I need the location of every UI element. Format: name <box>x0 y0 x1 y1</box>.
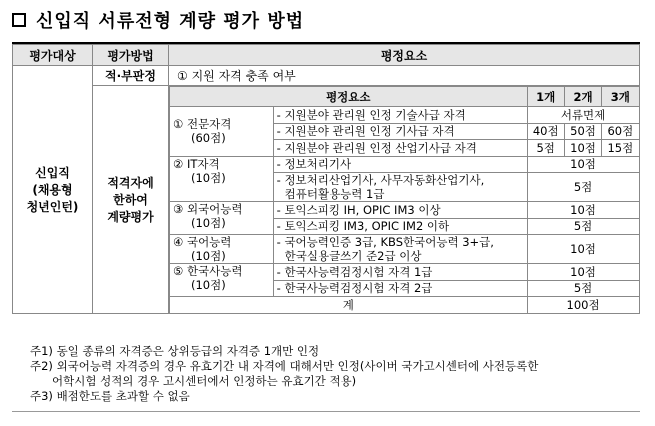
suitability-label: 적·부판정 <box>93 66 169 86</box>
category-points: (10점) <box>191 170 226 185</box>
item-text-multi <box>273 235 527 264</box>
category-name: ① 전문자격 <box>173 117 232 132</box>
category-name: ⑤ 한국사능력 <box>173 264 243 278</box>
header-target: 평가대상 <box>13 45 93 66</box>
item-score-3: 15점 <box>602 140 639 157</box>
target-line3: 청년인턴) <box>26 200 79 214</box>
header-elements: 평정요소 <box>169 45 640 66</box>
note-1: 주1) 동일 종류의 자격증은 상위등급의 자격증 1개만 인정 <box>30 344 320 358</box>
item-text: - 지원분야 관리원 인정 기사급 자격 <box>273 123 527 140</box>
item-score-1: 40점 <box>527 123 564 140</box>
category-points: (10점) <box>191 249 226 263</box>
header-method: 평가방법 <box>93 45 169 66</box>
page-title-text: 신입직 서류전형 계량 평가 방법 <box>36 11 305 32</box>
inner-header-c3: 3개 <box>602 87 639 107</box>
item-score-merged: 5점 <box>527 218 639 235</box>
inner-header-c2: 2개 <box>564 87 601 107</box>
category-name: ④ 국어능력 <box>173 235 232 249</box>
note-3: 주3) 배점한도를 초과할 수 없음 <box>30 389 190 403</box>
category-professional <box>170 107 274 157</box>
note-2-continued: 어학시험 성적의 경우 고시센터에서 인정하는 유효기간 적용) <box>52 374 357 388</box>
page-title <box>12 6 304 34</box>
quant-cell <box>93 86 169 314</box>
item-text-line2: 컴퓨터활용능력 1급 <box>284 187 385 201</box>
inner-header-c1: 1개 <box>527 87 564 107</box>
scoring-table <box>169 86 640 314</box>
item-text: - 지원분야 관리원 인정 산업기사급 자격 <box>273 140 527 157</box>
item-score-merged: 10점 <box>527 202 639 219</box>
item-text: - 한국사능력검정시험 자격 2급 <box>273 280 527 297</box>
item-text: - 토익스피킹 IH, OPIC IM3 이상 <box>273 202 527 219</box>
category-korean <box>170 235 274 264</box>
category-it <box>170 156 274 202</box>
suitability-text: ① 지원 자격 충족 여부 <box>169 66 640 86</box>
category-name: ③ 외국어능력 <box>173 202 243 216</box>
inner-header-element: 평정요소 <box>170 87 528 107</box>
note-2: 주2) 외국어능력 자격증의 경우 유효기간 내 자격에 대해서만 인정(사이버 국가고시센터에 사전등록한 <box>30 359 539 373</box>
quant-line3: 계량평가 <box>107 210 154 224</box>
item-score-merged: 5점 <box>527 280 639 297</box>
quant-line1: 적격자에 <box>107 176 154 190</box>
category-language <box>170 202 274 235</box>
item-score-merged: 10점 <box>527 264 639 281</box>
category-points: (10점) <box>191 216 226 230</box>
item-score-merged: 5점 <box>527 173 639 202</box>
category-points: (60점) <box>191 131 226 146</box>
item-text-line2: 한국실용글쓰기 준2급 이상 <box>284 249 422 263</box>
item-score-1: 5점 <box>527 140 564 157</box>
total-label: 계 <box>170 297 528 314</box>
item-text-line1: - 정보처리산업기사, 사무자동화산업기사, <box>276 173 485 187</box>
item-score-merged: 10점 <box>527 235 639 264</box>
item-text-line1: - 국어능력인증 3급, KBS한국어능력 3+급, <box>276 235 494 249</box>
item-text: - 토익스피킹 IM3, OPIC IM2 이하 <box>273 218 527 235</box>
item-score-2: 50점 <box>564 123 601 140</box>
notes-section <box>30 344 630 404</box>
quant-line2: 한하여 <box>113 193 148 207</box>
item-score-3: 60점 <box>602 123 639 140</box>
item-score-2: 10점 <box>564 140 601 157</box>
category-name: ② IT자격 <box>173 156 220 171</box>
item-text: - 지원분야 관리원 인정 기술사급 자격 <box>273 107 527 124</box>
quant-detail-cell <box>169 86 640 314</box>
evaluation-table <box>12 44 640 314</box>
category-history <box>170 264 274 297</box>
square-icon <box>12 13 26 27</box>
item-text: - 한국사능력검정시험 자격 1급 <box>273 264 527 281</box>
target-cell <box>13 66 93 314</box>
target-line2: (채용형 <box>32 183 73 197</box>
item-score-merged: 10점 <box>527 156 639 173</box>
item-text-multi <box>273 173 527 202</box>
total-value: 100점 <box>527 297 639 314</box>
item-score-merged: 서류면제 <box>527 107 639 124</box>
category-points: (10점) <box>191 278 226 292</box>
item-text: - 정보처리기사 <box>273 156 527 173</box>
target-line1: 신입직 <box>35 166 70 180</box>
